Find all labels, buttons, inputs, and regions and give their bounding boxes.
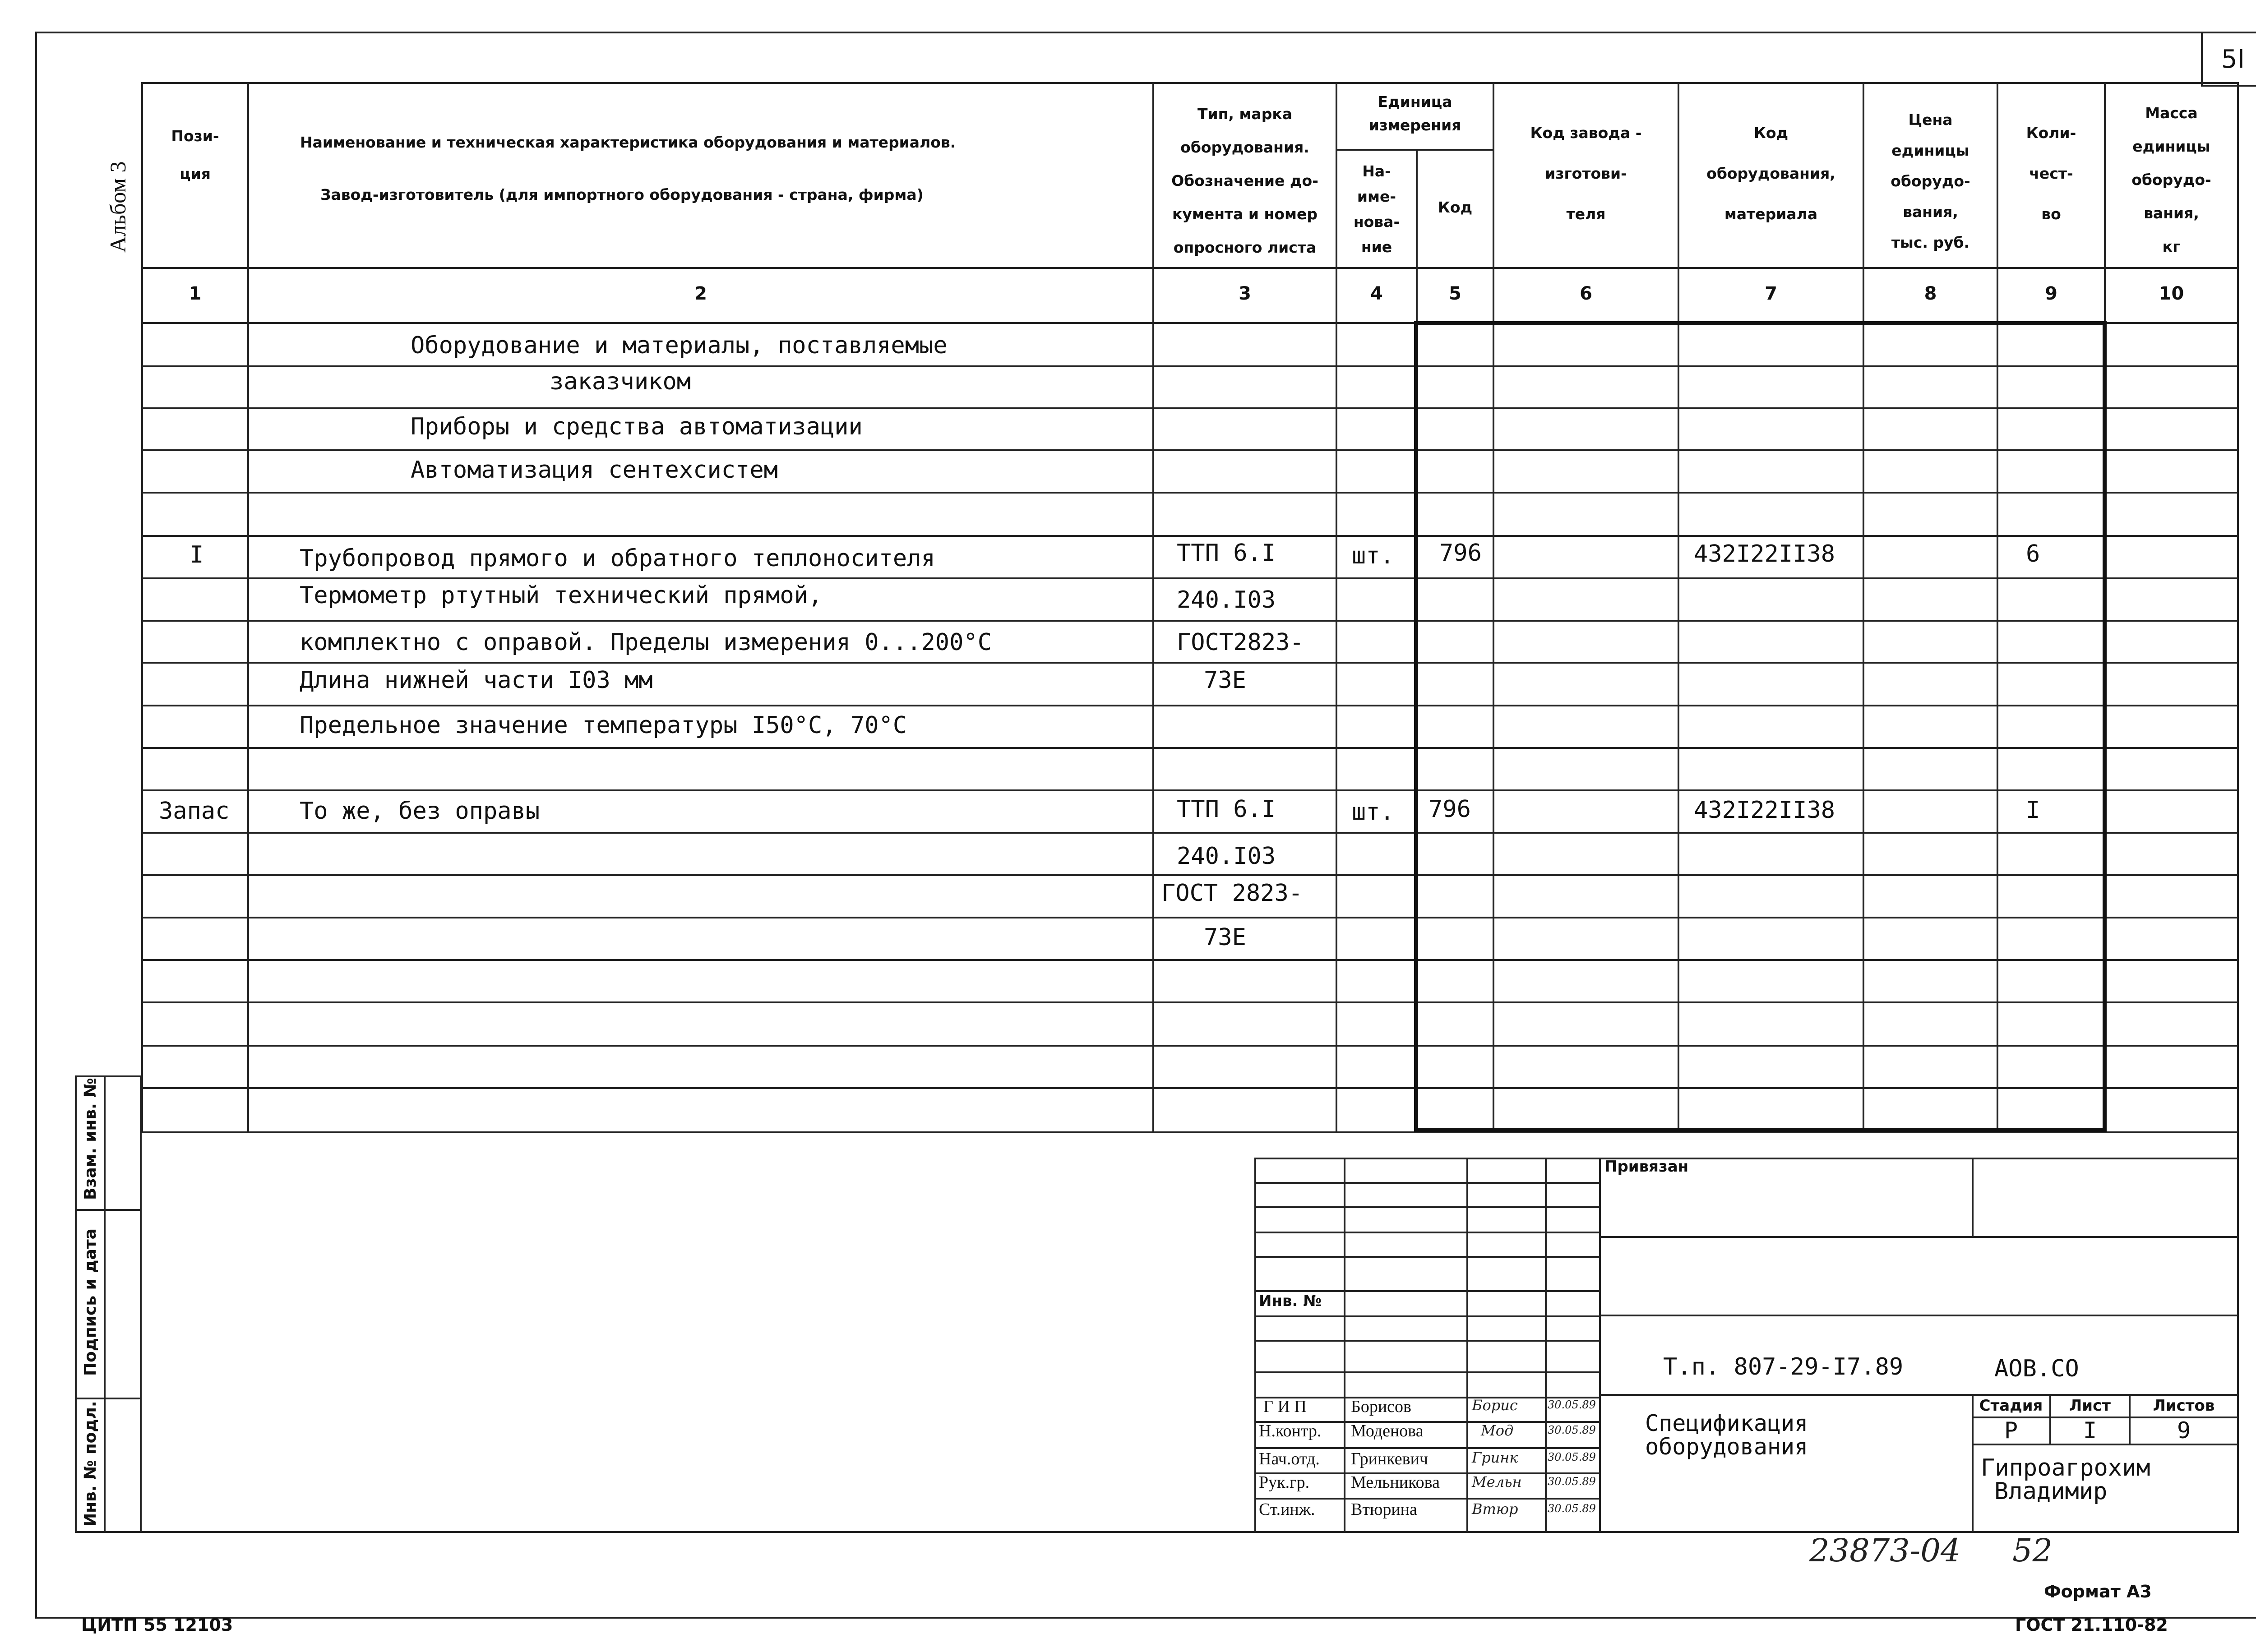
grid-line <box>1254 1315 1600 1317</box>
header-col8 <box>1864 105 1997 258</box>
item-type: ТТП 6.I <box>1177 540 1276 567</box>
grid-line <box>1599 1315 2239 1316</box>
doc-title-line1: Спецификация <box>1645 1410 1808 1436</box>
section-title: Автоматизация сентехсистем <box>411 457 778 484</box>
header-col5: Код <box>1438 198 1473 216</box>
role-cell: Н.контр. <box>1259 1421 1322 1440</box>
col-number: 8 <box>1924 283 1937 304</box>
sheet-value: I <box>2083 1417 2097 1444</box>
header-col9 <box>1998 113 2104 235</box>
grid-line <box>1254 1232 1600 1233</box>
role-cell: Рук.гр. <box>1259 1473 1310 1492</box>
date-cell: 30.05.89 <box>1548 1398 1596 1411</box>
footer-left: ЦИТП 55 12103 <box>81 1615 233 1635</box>
header-text: оборудо- <box>1891 172 1970 190</box>
grid-line <box>141 705 2239 706</box>
header-col10 <box>2106 97 2237 263</box>
header-text: изготови- <box>1545 165 1627 182</box>
header-col2-line1: Наименование и техническая характеристика оборудования и материалов. <box>300 134 956 151</box>
grid-line <box>1254 1256 1600 1258</box>
header-text: теля <box>1566 205 1606 223</box>
header-text: оборудования, <box>1706 165 1835 182</box>
format-label: Формат А3 <box>2044 1582 2152 1601</box>
header-col6 <box>1494 113 1678 235</box>
header-text: Масса <box>2145 104 2198 122</box>
col-number: 2 <box>694 283 707 304</box>
role-cell: Ст.инж. <box>1259 1500 1315 1519</box>
header-text: Пози- <box>171 127 219 145</box>
header-text: измерения <box>1368 116 1461 134</box>
header-text: Код завода - <box>1530 124 1642 142</box>
name-cell: Гринкевич <box>1351 1449 1428 1468</box>
footer-right: ГОСТ 21.110-82 <box>2015 1615 2168 1635</box>
item-type: 240.I03 <box>1177 843 1276 870</box>
item-type: 240.I03 <box>1177 586 1276 614</box>
item-name: Трубопровод прямого и обратного теплоносителя <box>300 545 935 572</box>
header-text: Коли- <box>2026 124 2076 142</box>
name-cell: Мельникова <box>1351 1473 1440 1492</box>
grid-line <box>2237 82 2239 1133</box>
header-text: материала <box>1724 205 1818 223</box>
thick-border <box>1414 1128 2107 1132</box>
name-cell: Втюрина <box>1351 1500 1417 1519</box>
header-text: Тип, марка <box>1197 105 1292 123</box>
grid-line <box>141 492 2239 494</box>
org-line2: Владимир <box>1994 1478 2108 1505</box>
archive-number: 23873-04 <box>1809 1532 1961 1569</box>
org-line1: Гипроагрохим <box>1981 1454 2150 1481</box>
grid-line <box>1336 149 1494 151</box>
signature: Гринк <box>1472 1449 1518 1466</box>
grid-line <box>141 874 2239 876</box>
header-text: единицы <box>2132 138 2210 155</box>
header-col1 <box>143 117 247 193</box>
header-col2-line2: Завод-изготовитель (для импортного оборудования - страна, фирма) <box>320 186 924 203</box>
signature: Мод <box>1481 1422 1514 1439</box>
position-cell: I <box>190 541 204 568</box>
name-cell: Моденова <box>1351 1421 1424 1440</box>
role-cell: Г И П <box>1263 1397 1307 1416</box>
item-type: ТТП 6.I <box>1177 796 1276 823</box>
col-number: 9 <box>2045 283 2057 304</box>
item-unit-code: 796 <box>1439 540 1482 567</box>
header-text: единицы <box>1891 142 1969 159</box>
sheets-header: Листов <box>2153 1397 2215 1415</box>
col-number: 10 <box>2159 283 2184 304</box>
header-text: кг <box>2162 238 2181 255</box>
header-text: вания, <box>2144 204 2199 222</box>
header-text: ние <box>1361 238 1392 256</box>
item-quantity: I <box>2026 797 2040 824</box>
grid-line <box>141 620 2239 622</box>
grid-line <box>141 365 2239 367</box>
grid-line <box>1599 1236 2239 1238</box>
grid-line <box>1599 1394 2239 1396</box>
grid-line <box>1997 82 1998 1133</box>
side-label-sign: Подпись и дата <box>81 1228 100 1376</box>
date-cell: 30.05.89 <box>1548 1502 1596 1515</box>
col-number: 6 <box>1580 283 1592 304</box>
grid-line <box>141 1087 2239 1089</box>
grid-line <box>1466 1158 1468 1532</box>
grid-line <box>1599 1158 1601 1532</box>
header-col45-title <box>1337 90 1493 137</box>
item-type: 73Е <box>1204 924 1246 951</box>
item-type: ГОСТ 2823- <box>1161 880 1303 907</box>
grid-line <box>141 1045 2239 1047</box>
grid-line <box>1972 1158 1974 1238</box>
header-text: Цена <box>1908 111 1953 129</box>
stage-value: Р <box>2004 1417 2018 1444</box>
sheet-header: Лист <box>2069 1397 2111 1415</box>
doc-mark: АОВ.СО <box>1994 1355 2079 1382</box>
col-number: 7 <box>1765 283 1777 304</box>
col-number: 3 <box>1239 283 1251 304</box>
col-number: 1 <box>189 283 202 304</box>
inv-no-label: Инв. № <box>1259 1292 1322 1310</box>
item-unit-code: 796 <box>1428 796 1471 823</box>
sheets-value: 9 <box>2177 1417 2191 1444</box>
grid-line <box>141 917 2239 918</box>
item-name: То же, без оправы <box>300 798 540 825</box>
header-text: Единица <box>1378 93 1452 111</box>
grid-line <box>1254 1340 1600 1342</box>
grid-line <box>75 1209 142 1211</box>
header-text: кумента и номер <box>1172 205 1318 223</box>
grid-line <box>141 449 2239 451</box>
grid-line <box>141 577 2239 579</box>
doc-code: Т.п. 807-29-I7.89 <box>1663 1353 1904 1380</box>
grid-line <box>104 1075 106 1533</box>
item-material-code: 432I22II38 <box>1694 540 1835 568</box>
grid-line <box>141 959 2239 961</box>
item-description: Предельное значение температуры I50°С, 70°С <box>300 712 907 739</box>
grid-line <box>141 82 143 1133</box>
date-cell: 30.05.89 <box>1548 1424 1596 1436</box>
item-unit: шт. <box>1352 542 1394 569</box>
header-text: оборудования. <box>1180 138 1309 156</box>
grid-line <box>141 1001 2239 1003</box>
role-cell: Нач.отд. <box>1259 1449 1320 1468</box>
grid-line <box>1972 1444 2239 1445</box>
signature: Втюр <box>1472 1500 1518 1518</box>
side-label-inv: Взам. инв. № <box>81 1078 100 1200</box>
item-quantity: 6 <box>2026 540 2040 568</box>
position-cell: Запас <box>159 798 230 825</box>
album-label: Альбом 3 <box>105 161 130 253</box>
signature: Мельн <box>1472 1473 1522 1490</box>
item-description: комплектно с оправой. Пределы измерения 0...200°С <box>300 629 992 656</box>
grid-line <box>1254 1371 1600 1373</box>
grid-line <box>1545 1158 1547 1532</box>
privyazan-label: Привязан <box>1604 1158 1689 1176</box>
item-description: Термометр ртутный технический прямой, <box>300 582 823 609</box>
header-col3 <box>1154 97 1336 264</box>
header-text: нова- <box>1353 213 1400 231</box>
sheet-number: 5I <box>2201 32 2256 87</box>
side-label-inv-podl: Инв. № подл. <box>81 1401 100 1527</box>
grid-line <box>141 662 2239 664</box>
grid-line <box>1254 1206 1600 1208</box>
header-text: опросного листа <box>1173 239 1317 256</box>
stage-header: Стадия <box>1979 1397 2043 1415</box>
header-text: Код <box>1753 124 1789 142</box>
grid-line <box>1254 1182 1600 1184</box>
col-number: 4 <box>1370 283 1383 304</box>
header-col7 <box>1679 113 1863 235</box>
item-type: ГОСТ2823- <box>1177 629 1304 656</box>
header-text: име- <box>1357 188 1396 205</box>
grid-line <box>1678 82 1679 1133</box>
header-text: вания, <box>1903 203 1958 221</box>
grid-line <box>1493 82 1494 1133</box>
date-cell: 30.05.89 <box>1548 1451 1596 1463</box>
header-text: тыс. руб. <box>1891 234 1970 251</box>
date-cell: 30.05.89 <box>1548 1475 1596 1488</box>
grid-line <box>141 82 2239 84</box>
thick-border <box>2103 321 2107 1131</box>
section-title: заказчиком <box>550 368 691 395</box>
item-description: Длина нижней части I03 мм <box>300 667 653 694</box>
grid-line <box>1344 1158 1345 1532</box>
item-type: 73Е <box>1204 667 1246 694</box>
header-text: во <box>2041 205 2061 223</box>
section-title: Приборы и средства автоматизации <box>411 413 863 440</box>
grid-line <box>141 267 2239 269</box>
item-material-code: 432I22II38 <box>1694 797 1835 824</box>
grid-line <box>75 1398 142 1399</box>
col-number: 5 <box>1449 283 1461 304</box>
grid-line <box>141 789 2239 791</box>
grid-line <box>141 535 2239 537</box>
thick-border <box>1414 321 1418 1131</box>
name-cell: Борисов <box>1351 1397 1411 1416</box>
item-unit: шт. <box>1352 798 1394 826</box>
header-text: оборудо- <box>2131 171 2211 189</box>
grid-line <box>141 747 2239 749</box>
grid-line <box>141 832 2239 834</box>
header-col4 <box>1337 159 1416 260</box>
section-title: Оборудование и материалы, поставляемые <box>411 332 948 359</box>
grid-line <box>247 82 249 1133</box>
grid-line <box>141 407 2239 409</box>
header-text: ция <box>180 165 211 183</box>
thick-border <box>1414 321 2107 325</box>
signature: Борис <box>1472 1397 1518 1414</box>
header-text: Обозначение до- <box>1171 172 1318 189</box>
header-text: На- <box>1362 162 1391 180</box>
doc-title-line2: оборудования <box>1645 1434 1808 1460</box>
archive-sheet: 52 <box>2012 1532 2053 1569</box>
header-text: чест- <box>2029 165 2073 182</box>
